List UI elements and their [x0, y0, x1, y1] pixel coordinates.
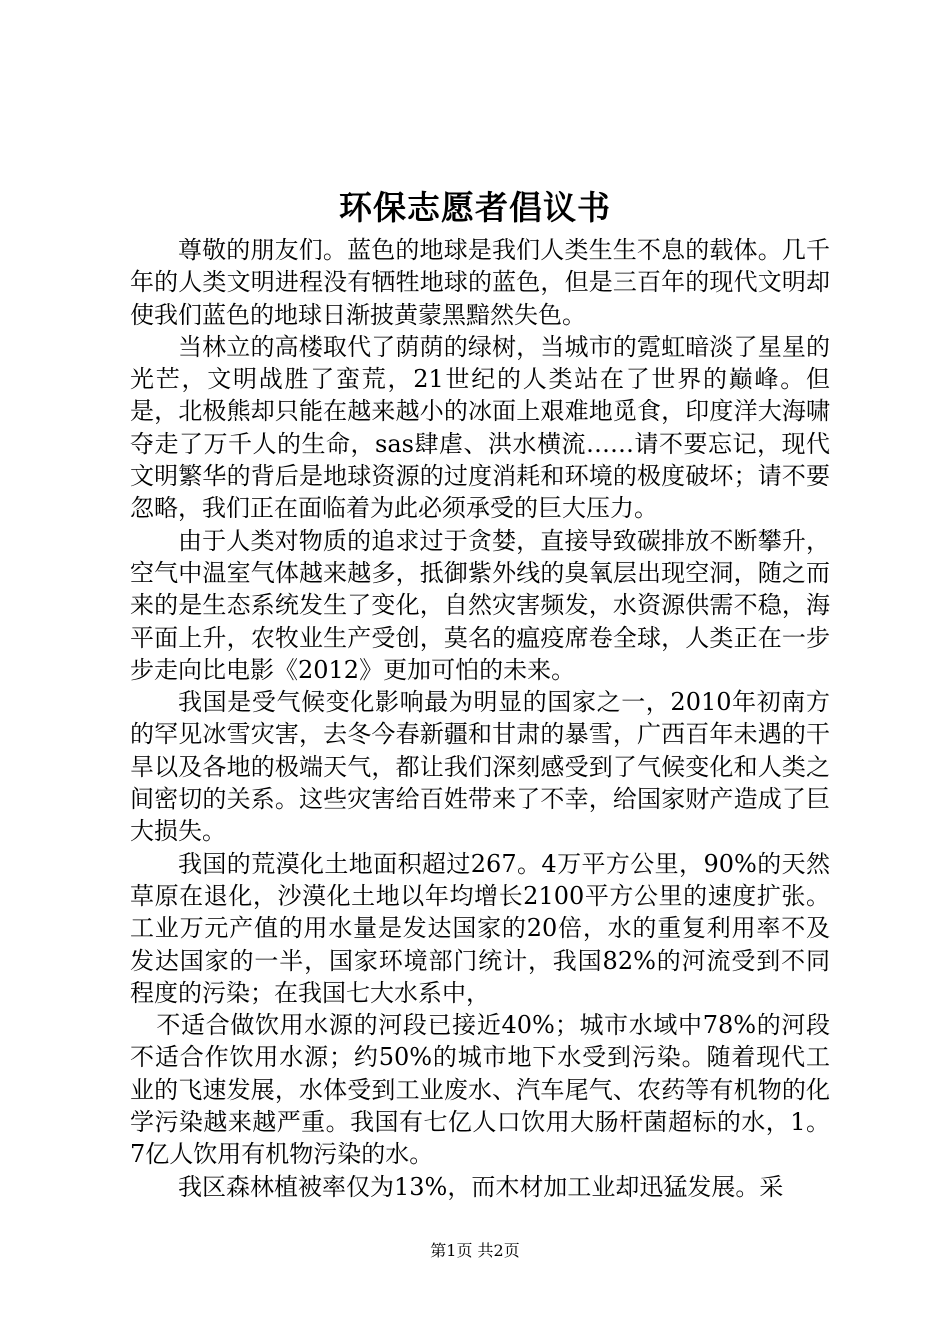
paragraph: 我国是受气候变化影响最为明显的国家之一，2010年初南方的罕见冰雪灾害，去冬今春新疆和甘肃的暴雪，广西百年未遇的干旱以及各地的极端天气，都让我们深刻感受到了气候变化和人类之间密切的关系。这些灾害给百姓带来了不幸，给国家财产造成了巨大损失。 — [130, 688, 830, 846]
page-footer: 第1页 共2页 — [430, 1241, 520, 1260]
paragraph: 当林立的高楼取代了荫荫的绿树，当城市的霓虹暗淡了星星的光芒，文明战胜了蛮荒，21世纪的人类站在了世界的巅峰。但是，北极熊却只能在越来越小的冰面上艰难地觅食，印度洋大海啸夺走了万千人的生命，sas肆虐、洪水横流……请不要忘记，现代文明繁华的背后是地球资源的过度消耗和环境的极度破坏；请不要忽略，我们正在面临着为此必须承受的巨大压力。 — [130, 332, 830, 523]
paragraph: 尊敬的朋友们。蓝色的地球是我们人类生生不息的载体。几千年的人类文明进程没有牺牲地球的蓝色，但是三百年的现代文明却使我们蓝色的地球日渐披黄蒙黑黯然失色。 — [130, 236, 830, 329]
paragraph: 由于人类对物质的追求过于贪婪，直接导致碳排放不断攀升，空气中温室气体越来越多，抵御紫外线的臭氧层出现空洞，随之而来的是生态系统发生了变化，自然灾害频发，水资源供需不稳，海平面上升，农牧业生产受创，莫名的瘟疫席卷全球，人类正在一步步走向比电影《2012》更加可怕的未来。 — [130, 526, 830, 684]
paragraph: 不适合做饮用水源的河段已接近40%；城市水域中78%的河段不适合作饮用水源；约50%的城市地下水受到污染。随着现代工业的飞速发展，水体受到工业废水、汽车尾气、农药等有机物的化学污染越来越严重。我国有七亿人口饮用大肠杆菌超标的水，1。7亿人饮用有机物污染的水。 — [130, 1011, 830, 1169]
document-title: 环保志愿者倡议书 — [339, 188, 611, 227]
document-body — [130, 234, 830, 1203]
paragraph: 我国的荒漠化土地面积超过267。4万平方公里，90%的天然草原在退化，沙漠化土地以年均增长2100平方公里的速度扩张。工业万元产值的用水量是发达国家的20倍，水的重复利用率不及发达国家的一半，国家环境部门统计，我国82%的河流受到不同程度的污染；在我国七大水系中， — [130, 849, 830, 1007]
paragraph: 我区森林植被率仅为13%，而木材加工业却迅猛发展。采 — [178, 1172, 784, 1201]
